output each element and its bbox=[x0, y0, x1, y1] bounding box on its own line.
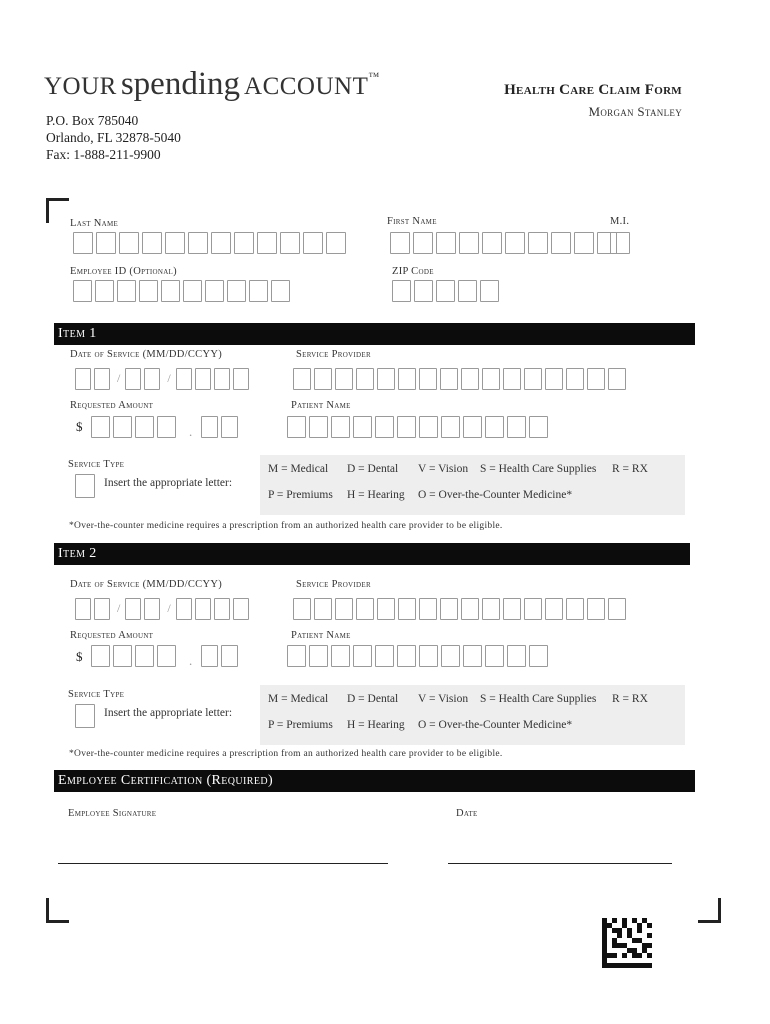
item-1-date-label: Date of Service (MM/DD/CCYY) bbox=[70, 349, 223, 360]
legend-rx: R = RX bbox=[612, 693, 648, 705]
employee-id-label: Employee ID (Optional) bbox=[70, 266, 177, 277]
address-line-2: Orlando, FL 32878-5040 bbox=[46, 130, 181, 145]
item-1-amount-dollars-field[interactable] bbox=[91, 416, 179, 440]
company-name: Morgan Stanley bbox=[588, 104, 682, 119]
item-2-amount-label: Requested Amount bbox=[70, 630, 154, 641]
date-separator: / bbox=[167, 371, 171, 385]
last-name-field[interactable] bbox=[73, 232, 349, 256]
item-1-patient-label: Patient Name bbox=[291, 400, 351, 411]
mailing-address bbox=[46, 112, 181, 163]
dollar-sign: $ bbox=[76, 649, 83, 664]
legend-medical: M = Medical bbox=[268, 693, 329, 705]
certification-header: Employee Certification (Required) bbox=[54, 770, 695, 792]
logo-your: YOUR bbox=[44, 73, 117, 100]
legend-hearing: H = Hearing bbox=[347, 489, 405, 501]
item-1-service-type-label: Service Type bbox=[68, 459, 125, 470]
zip-code-field[interactable] bbox=[392, 280, 502, 304]
item-1-otc-note: *Over-the-counter medicine requires a prescription from an authorized health care provider to be eligible. bbox=[69, 521, 503, 531]
item-2-provider-label: Service Provider bbox=[296, 579, 371, 590]
legend-vision: V = Vision bbox=[418, 463, 469, 475]
item-2-date-field[interactable] bbox=[75, 598, 252, 622]
employee-id-field[interactable] bbox=[73, 280, 293, 304]
first-name-field[interactable] bbox=[390, 232, 620, 256]
logo-account: ACCOUNT bbox=[244, 73, 369, 100]
item-2-amount-dollars-field[interactable] bbox=[91, 645, 179, 669]
logo-tm: ™ bbox=[368, 71, 380, 83]
legend-supplies: S = Health Care Supplies bbox=[480, 463, 597, 475]
legend-rx: R = RX bbox=[612, 463, 648, 475]
corner-mark-top-left bbox=[46, 198, 69, 223]
last-name-label: Last Name bbox=[70, 218, 119, 229]
address-line-3: Fax: 1-888-211-9900 bbox=[46, 147, 161, 162]
legend-otc: O = Over-the-Counter Medicine* bbox=[418, 489, 573, 501]
legend-dental: D = Dental bbox=[347, 463, 399, 475]
legend-dental: D = Dental bbox=[347, 693, 399, 705]
item-2-otc-note: *Over-the-counter medicine requires a prescription from an authorized health care provider to be eligible. bbox=[69, 749, 503, 759]
middle-initial-label: M.I. bbox=[610, 216, 630, 227]
item-2-service-type-legend bbox=[260, 685, 685, 745]
date-separator: / bbox=[117, 601, 121, 615]
item-1-provider-label: Service Provider bbox=[296, 349, 371, 360]
date-label: Date bbox=[456, 808, 478, 819]
item-2-header: Item 2 bbox=[54, 543, 690, 565]
item-2-service-type-label: Service Type bbox=[68, 689, 125, 700]
legend-supplies: S = Health Care Supplies bbox=[480, 693, 597, 705]
item-1-provider-field[interactable] bbox=[293, 368, 629, 392]
item-1-service-type-field[interactable] bbox=[75, 474, 98, 498]
item-1-service-type-legend bbox=[260, 455, 685, 515]
legend-vision: V = Vision bbox=[418, 693, 469, 705]
address-line-1: P.O. Box 785040 bbox=[46, 113, 139, 128]
item-2-patient-field[interactable] bbox=[287, 645, 551, 669]
dollar-sign: $ bbox=[76, 419, 83, 434]
legend-hearing: H = Hearing bbox=[347, 719, 405, 731]
logo bbox=[44, 66, 379, 106]
zip-code-label: ZIP Code bbox=[392, 266, 434, 277]
employee-signature-label: Employee Signature bbox=[68, 808, 157, 819]
item-2-service-type-field[interactable] bbox=[75, 704, 98, 728]
item-1-patient-field[interactable] bbox=[287, 416, 551, 440]
item-1-date-field[interactable] bbox=[75, 368, 252, 392]
legend-medical: M = Medical bbox=[268, 463, 329, 475]
item-2-patient-label: Patient Name bbox=[291, 630, 351, 641]
middle-initial-field[interactable] bbox=[610, 232, 633, 256]
item-2-date-label: Date of Service (MM/DD/CCYY) bbox=[70, 579, 223, 590]
corner-mark-bottom-left bbox=[46, 898, 69, 923]
item-1-amount-label: Requested Amount bbox=[70, 400, 154, 411]
item-1-amount-cents-field[interactable] bbox=[201, 416, 241, 440]
date-line[interactable] bbox=[448, 863, 672, 864]
item-1-header: Item 1 bbox=[54, 323, 695, 345]
first-name-label: First Name bbox=[387, 216, 437, 227]
form-title: Health Care Claim Form bbox=[504, 82, 682, 98]
corner-mark-bottom-right bbox=[698, 898, 721, 923]
item-2-provider-field[interactable] bbox=[293, 598, 629, 622]
item-1-insert-label: Insert the appropriate letter: bbox=[104, 477, 233, 489]
signature-line[interactable] bbox=[58, 863, 388, 864]
logo-spending: spending bbox=[120, 66, 241, 102]
barcode-icon bbox=[602, 918, 652, 968]
decimal-point: . bbox=[189, 653, 193, 668]
legend-premiums: P = Premiums bbox=[268, 719, 333, 731]
date-separator: / bbox=[167, 601, 171, 615]
legend-otc: O = Over-the-Counter Medicine* bbox=[418, 719, 573, 731]
item-2-amount-cents-field[interactable] bbox=[201, 645, 241, 669]
date-separator: / bbox=[117, 371, 121, 385]
legend-premiums: P = Premiums bbox=[268, 489, 333, 501]
item-2-insert-label: Insert the appropriate letter: bbox=[104, 707, 233, 719]
decimal-point: . bbox=[189, 424, 193, 439]
